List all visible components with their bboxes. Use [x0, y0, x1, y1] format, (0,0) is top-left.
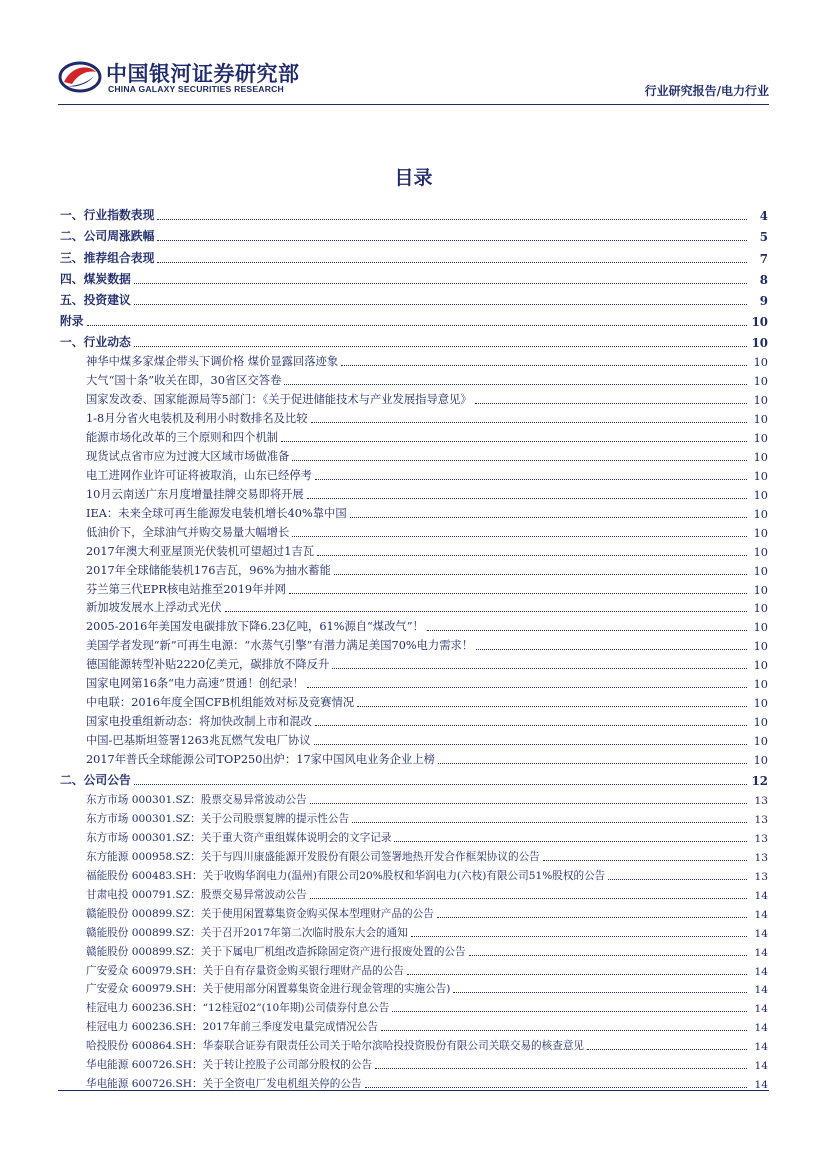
document-type: 行业研究报告/电力行业 — [644, 84, 769, 98]
toc-entry-label[interactable]: 美国学者发现“新”可再生电源：“水蒸气引擎”有潜力满足美国70%电力需求！ — [86, 639, 474, 653]
toc-entry-page[interactable]: 10 — [751, 336, 768, 351]
toc-entry[interactable] — [60, 578, 768, 597]
galaxy-swirl-logo-icon — [58, 60, 102, 94]
toc-entry[interactable] — [60, 691, 768, 710]
toc-entry[interactable] — [60, 710, 768, 729]
toc-entry-label[interactable]: 赣能股份 000899.SZ：关于召开2017年第二次临时股东大会的通知 — [86, 926, 408, 939]
toc-dot-leader — [310, 803, 747, 804]
toc-dot-leader — [315, 479, 747, 480]
toc-entry-label[interactable]: 甘肃电投 000791.SZ：股票交易异常波动公告 — [86, 888, 307, 901]
toc-entry[interactable] — [60, 407, 768, 426]
toc-dot-leader — [341, 365, 747, 366]
toc-entry-label[interactable]: 一、行业指数表现 — [60, 208, 155, 223]
toc-entry-label[interactable]: 2017年普氏全球能源公司TOP250出炉：17家中国风电业务企业上榜 — [86, 752, 435, 766]
toc-dot-leader — [134, 283, 747, 284]
toc-dot-leader — [453, 992, 747, 993]
toc-entry-page[interactable]: 14 — [754, 927, 768, 940]
toc-entry-page[interactable]: 14 — [754, 889, 768, 902]
toc-entry-label[interactable]: 华电能源 600726.SH：关于转让控股子公司部分股权的公告 — [86, 1059, 373, 1072]
toc-dot-leader — [543, 860, 747, 861]
toc-entry-label[interactable]: 二、公司公告 — [60, 773, 131, 788]
toc-entry[interactable] — [60, 845, 768, 864]
toc-dot-leader — [427, 630, 747, 631]
toc-entry-label[interactable]: 赣能股份 000899.SZ：关于使用闲置募集资金购买保本型理财产品的公告 — [86, 907, 434, 920]
toc-entry-label[interactable]: 2005-2016年美国发电碳排放下降6.23亿吨，61%源自“煤改气”！ — [86, 620, 424, 634]
toc-entry-label[interactable]: IEA：未来全球可再生能源发电装机增长40%靠中国 — [86, 506, 347, 520]
toc-entry[interactable] — [60, 426, 768, 445]
toc-entry-label[interactable]: 附录 — [60, 314, 84, 329]
toc-entry-label[interactable]: 福能股份 600483.SH：关于收购华润电力(温州)有限公司20%股权和华润电力(六枝)有限公司51%股权的公告 — [86, 869, 606, 882]
toc-entry[interactable] — [60, 1072, 768, 1091]
toc-entry-label[interactable]: 四、煤炭数据 — [60, 271, 131, 286]
toc-dot-leader — [134, 304, 747, 305]
toc-entry[interactable] — [60, 244, 768, 265]
toc-entry-page[interactable]: 14 — [754, 1060, 768, 1073]
toc-entry-page[interactable]: 10 — [753, 526, 768, 540]
toc-entry-page[interactable]: 13 — [754, 870, 768, 883]
toc-entry-page[interactable]: 10 — [753, 507, 768, 521]
table-of-contents — [60, 202, 768, 1091]
toc-dot-leader — [281, 441, 747, 442]
toc-entry[interactable] — [60, 921, 768, 940]
toc-entry[interactable] — [60, 483, 768, 502]
toc-entry-page[interactable]: 10 — [753, 716, 768, 730]
toc-dot-leader — [225, 611, 747, 612]
toc-entry-label[interactable]: 五、投资建议 — [60, 292, 131, 307]
toc-entry-label[interactable]: 中电联：2016年度全国CFB机组能效对标及竞赛情况 — [86, 696, 355, 710]
toc-dot-leader — [332, 668, 747, 669]
toc-dot-leader — [608, 879, 747, 880]
toc-dot-leader — [157, 262, 747, 263]
toc-entry-label[interactable]: 低油价下，全球油气并购交易量大幅增长 — [86, 525, 290, 539]
toc-dot-leader — [311, 422, 747, 423]
toc-entry-label[interactable]: 广安爱众 600979.SH：关于自有存量资金购买银行理财产品的公告 — [86, 964, 404, 977]
toc-dot-leader — [437, 917, 747, 918]
toc-entry-label[interactable]: 大气“国十条”收关在即，30省区交答卷 — [86, 374, 282, 388]
toc-entry-label[interactable]: 东方市场 000301.SZ：关于重大资产重组媒体说明会的文字记录 — [86, 831, 392, 844]
toc-entry-label[interactable]: 桂冠电力 600236.SH：2017年前三季度发电量完成情况公告 — [86, 1021, 378, 1034]
toc-dot-leader — [381, 1030, 747, 1031]
toc-entry-page[interactable]: 13 — [754, 814, 768, 826]
toc-entry-page[interactable]: 10 — [753, 450, 768, 464]
toc-dot-leader — [134, 346, 747, 347]
toc-entry-label[interactable]: 电工进网作业许可证将被取消，山东已经停考 — [86, 468, 312, 482]
toc-entry[interactable] — [60, 826, 768, 845]
toc-entry-page[interactable]: 13 — [754, 795, 768, 808]
toc-entry[interactable] — [60, 767, 768, 788]
toc-entry-page[interactable]: 10 — [753, 469, 768, 483]
toc-entry[interactable] — [60, 672, 768, 691]
toc-entry-label[interactable]: 东方市场 000301.SZ：关于公司股票复牌的提示性公告 — [86, 813, 350, 825]
toc-dot-leader — [134, 784, 747, 785]
toc-entry-page[interactable]: 10 — [753, 394, 768, 408]
toc-dot-leader — [87, 325, 747, 326]
toc-entry[interactable] — [60, 653, 768, 672]
toc-entry-label[interactable]: 德国能源转型补贴2220亿美元，碳排放不降反升 — [86, 658, 330, 672]
toc-entry-page[interactable]: 14 — [754, 1041, 768, 1054]
toc-entry-label[interactable]: 国家电网第16条“电力高速”贯通！创纪录！ — [86, 677, 304, 691]
toc-entry-label[interactable]: 国家电投重组新动态：将加快改制上市和混改 — [86, 715, 312, 729]
toc-entry[interactable] — [60, 902, 768, 921]
toc-entry-page[interactable]: 7 — [759, 251, 768, 266]
toc-entry[interactable] — [60, 996, 768, 1015]
toc-entry[interactable] — [60, 464, 768, 483]
toc-entry-label[interactable]: 神华中煤多家煤企带头下调价格 煤价显露回落迹象 — [86, 355, 339, 369]
toc-entry-page[interactable]: 10 — [753, 545, 768, 559]
toc-entry[interactable] — [60, 978, 768, 997]
toc-entry[interactable] — [60, 807, 768, 826]
toc-entry-label[interactable]: 2017年澳大利亚屋顶光伏装机可望超过1吉瓦 — [86, 544, 314, 558]
toc-entry[interactable] — [60, 864, 768, 883]
toc-title: 目录 — [394, 167, 433, 189]
toc-dot-leader — [352, 822, 747, 823]
toc-entry-label[interactable]: 东方能源 000958.SZ：关于与四川康盛能源开发股份有限公司签署地热开发合作框架协议的公告 — [86, 850, 540, 863]
toc-entry[interactable] — [60, 940, 768, 959]
brand-name-en: CHINA GALAXY SECURITIES RESEARCH — [108, 84, 284, 94]
toc-entry-page[interactable]: 8 — [759, 272, 768, 287]
toc-entry-label[interactable]: 二、公司周涨跌幅 — [60, 229, 155, 244]
toc-entry-page[interactable]: 10 — [753, 564, 768, 578]
toc-entry-page[interactable]: 10 — [753, 753, 768, 767]
toc-dot-leader — [392, 1011, 747, 1012]
toc-dot-leader — [315, 725, 747, 726]
toc-entry-page[interactable]: 10 — [753, 640, 768, 654]
toc-entry-page[interactable]: 10 — [753, 488, 768, 502]
toc-entry-page[interactable]: 10 — [753, 659, 768, 673]
toc-dot-leader — [292, 536, 747, 537]
toc-entry-page[interactable]: 9 — [759, 293, 768, 308]
toc-entry[interactable] — [60, 266, 768, 287]
toc-entry[interactable] — [60, 634, 768, 653]
toc-entry-page[interactable]: 10 — [753, 602, 768, 616]
toc-dot-leader — [438, 763, 747, 764]
toc-dot-leader — [475, 403, 747, 404]
toc-entry[interactable] — [60, 287, 768, 308]
toc-entry[interactable] — [60, 329, 768, 350]
toc-entry[interactable] — [60, 369, 768, 388]
toc-dot-leader — [476, 649, 747, 650]
toc-dot-leader — [411, 936, 747, 937]
toc-entry-page[interactable]: 10 — [751, 315, 768, 330]
toc-entry-label[interactable]: 2017年全球储能装机176吉瓦，96%为抽水蓄能 — [86, 563, 331, 577]
toc-entry-page[interactable]: 13 — [754, 832, 768, 845]
toc-entry[interactable] — [60, 883, 768, 902]
toc-entry-page[interactable]: 5 — [759, 230, 768, 245]
toc-entry-page[interactable]: 10 — [753, 697, 768, 711]
toc-entry[interactable] — [60, 1015, 768, 1034]
toc-dot-leader — [365, 1087, 747, 1088]
toc-entry-label[interactable]: 桂冠电力 600236.SH：“12桂冠02”(10年期)公司债券付息公告 — [86, 1002, 390, 1015]
toc-entry[interactable] — [60, 748, 768, 767]
toc-entry-page[interactable]: 10 — [753, 432, 768, 445]
toc-entry-page[interactable]: 14 — [754, 1003, 768, 1016]
toc-dot-leader — [284, 384, 747, 385]
toc-entry[interactable] — [60, 959, 768, 978]
toc-entry-label[interactable]: 能源市场化改革的三个原则和四个机制 — [86, 431, 279, 444]
toc-dot-leader — [310, 898, 747, 899]
toc-entry[interactable] — [60, 202, 768, 223]
toc-dot-leader — [292, 460, 747, 461]
page-header — [0, 0, 827, 110]
toc-entry-label[interactable]: 一、行业动态 — [60, 335, 131, 350]
toc-entry-label[interactable]: 10月云南送广东月度增量挂牌交易即将开展 — [86, 487, 304, 501]
toc-dot-leader — [157, 219, 747, 220]
toc-entry-page[interactable]: 10 — [753, 678, 768, 692]
toc-entry-page[interactable]: 13 — [754, 851, 768, 864]
toc-entry[interactable] — [60, 350, 768, 369]
toc-dot-leader — [317, 555, 747, 556]
toc-entry[interactable] — [60, 540, 768, 559]
toc-entry[interactable] — [60, 308, 768, 329]
toc-entry-label[interactable]: 新加坡发展水上浮动式光伏 — [86, 601, 222, 615]
toc-entry-label[interactable]: 中国-巴基斯坦签署1263兆瓦燃气发电厂协议 — [86, 734, 311, 747]
toc-entry-label[interactable]: 广安爱众 600979.SH：关于使用部分闲置募集资金进行现金管理的实施公告) — [86, 983, 451, 996]
toc-entry[interactable] — [60, 597, 768, 616]
toc-entry[interactable] — [60, 729, 768, 748]
toc-dot-leader — [307, 687, 747, 688]
header-rule — [58, 104, 769, 105]
toc-dot-leader — [350, 517, 747, 518]
toc-entry-page[interactable]: 14 — [754, 946, 768, 959]
toc-entry[interactable] — [60, 521, 768, 540]
toc-entry-label[interactable]: 哈投股份 600864.SH：华泰联合证券有限责任公司关于哈尔滨哈投投资股份有限公司关联交易的核查意见 — [86, 1040, 585, 1053]
toc-entry-page[interactable]: 10 — [753, 735, 768, 748]
toc-entry-label[interactable]: 1-8月分省火电装机及利用小时数排名及比较 — [86, 412, 308, 426]
toc-entry-label[interactable]: 三、推荐组合表现 — [60, 250, 155, 265]
toc-entry-page[interactable]: 14 — [754, 1022, 768, 1035]
toc-entry[interactable] — [60, 559, 768, 578]
toc-entry[interactable] — [60, 445, 768, 464]
toc-entry-page[interactable]: 14 — [754, 1079, 768, 1092]
toc-entry-label[interactable]: 芬兰第三代EPR核电站推至2019年并网 — [86, 582, 286, 596]
toc-dot-leader — [407, 974, 747, 975]
toc-dot-leader — [469, 955, 747, 956]
toc-dot-leader — [289, 593, 747, 594]
toc-entry-page[interactable]: 10 — [753, 356, 768, 370]
toc-dot-leader — [394, 841, 747, 842]
toc-dot-leader — [307, 498, 747, 499]
footer-rule — [58, 1090, 769, 1091]
toc-entry[interactable] — [60, 1034, 768, 1053]
toc-dot-leader — [375, 1068, 747, 1069]
toc-entry-page[interactable]: 14 — [754, 984, 768, 997]
toc-entry-label[interactable]: 国家发改委、国家能源局等5部门：《关于促进储能技术与产业发展指导意见》 — [86, 393, 472, 407]
toc-entry-page[interactable]: 14 — [754, 965, 768, 978]
toc-entry-label[interactable]: 现货试点省市应为过渡大区域市场做准备 — [86, 449, 290, 463]
toc-entry[interactable] — [60, 1053, 768, 1072]
toc-dot-leader — [357, 706, 747, 707]
toc-entry-label[interactable]: 东方市场 000301.SZ：股票交易异常波动公告 — [86, 794, 307, 807]
toc-entry[interactable] — [60, 615, 768, 634]
toc-entry-page[interactable]: 12 — [751, 774, 768, 789]
brand-name-cn: 中国银河证券研究部 — [106, 62, 300, 86]
toc-entry-page[interactable]: 10 — [753, 375, 768, 389]
toc-entry-label[interactable]: 华电能源 600726.SH：关于全资电厂发电机组关停的公告 — [86, 1078, 362, 1091]
toc-entry[interactable] — [60, 502, 768, 521]
toc-entry-page[interactable]: 10 — [753, 413, 768, 427]
toc-dot-leader — [314, 744, 747, 745]
toc-entry[interactable] — [60, 388, 768, 407]
toc-dot-leader — [157, 240, 747, 241]
toc-entry-page[interactable]: 10 — [753, 621, 768, 635]
toc-entry[interactable] — [60, 788, 768, 807]
toc-entry[interactable] — [60, 223, 768, 244]
toc-entry-page[interactable]: 10 — [753, 583, 768, 597]
toc-entry-page[interactable]: 14 — [754, 908, 768, 921]
toc-dot-leader — [334, 574, 747, 575]
toc-dot-leader — [587, 1049, 747, 1050]
toc-entry-page[interactable]: 4 — [759, 209, 768, 224]
toc-entry-label[interactable]: 赣能股份 000899.SZ：关于下属电厂机组改造拆除固定资产进行报废处置的公告 — [86, 945, 466, 958]
